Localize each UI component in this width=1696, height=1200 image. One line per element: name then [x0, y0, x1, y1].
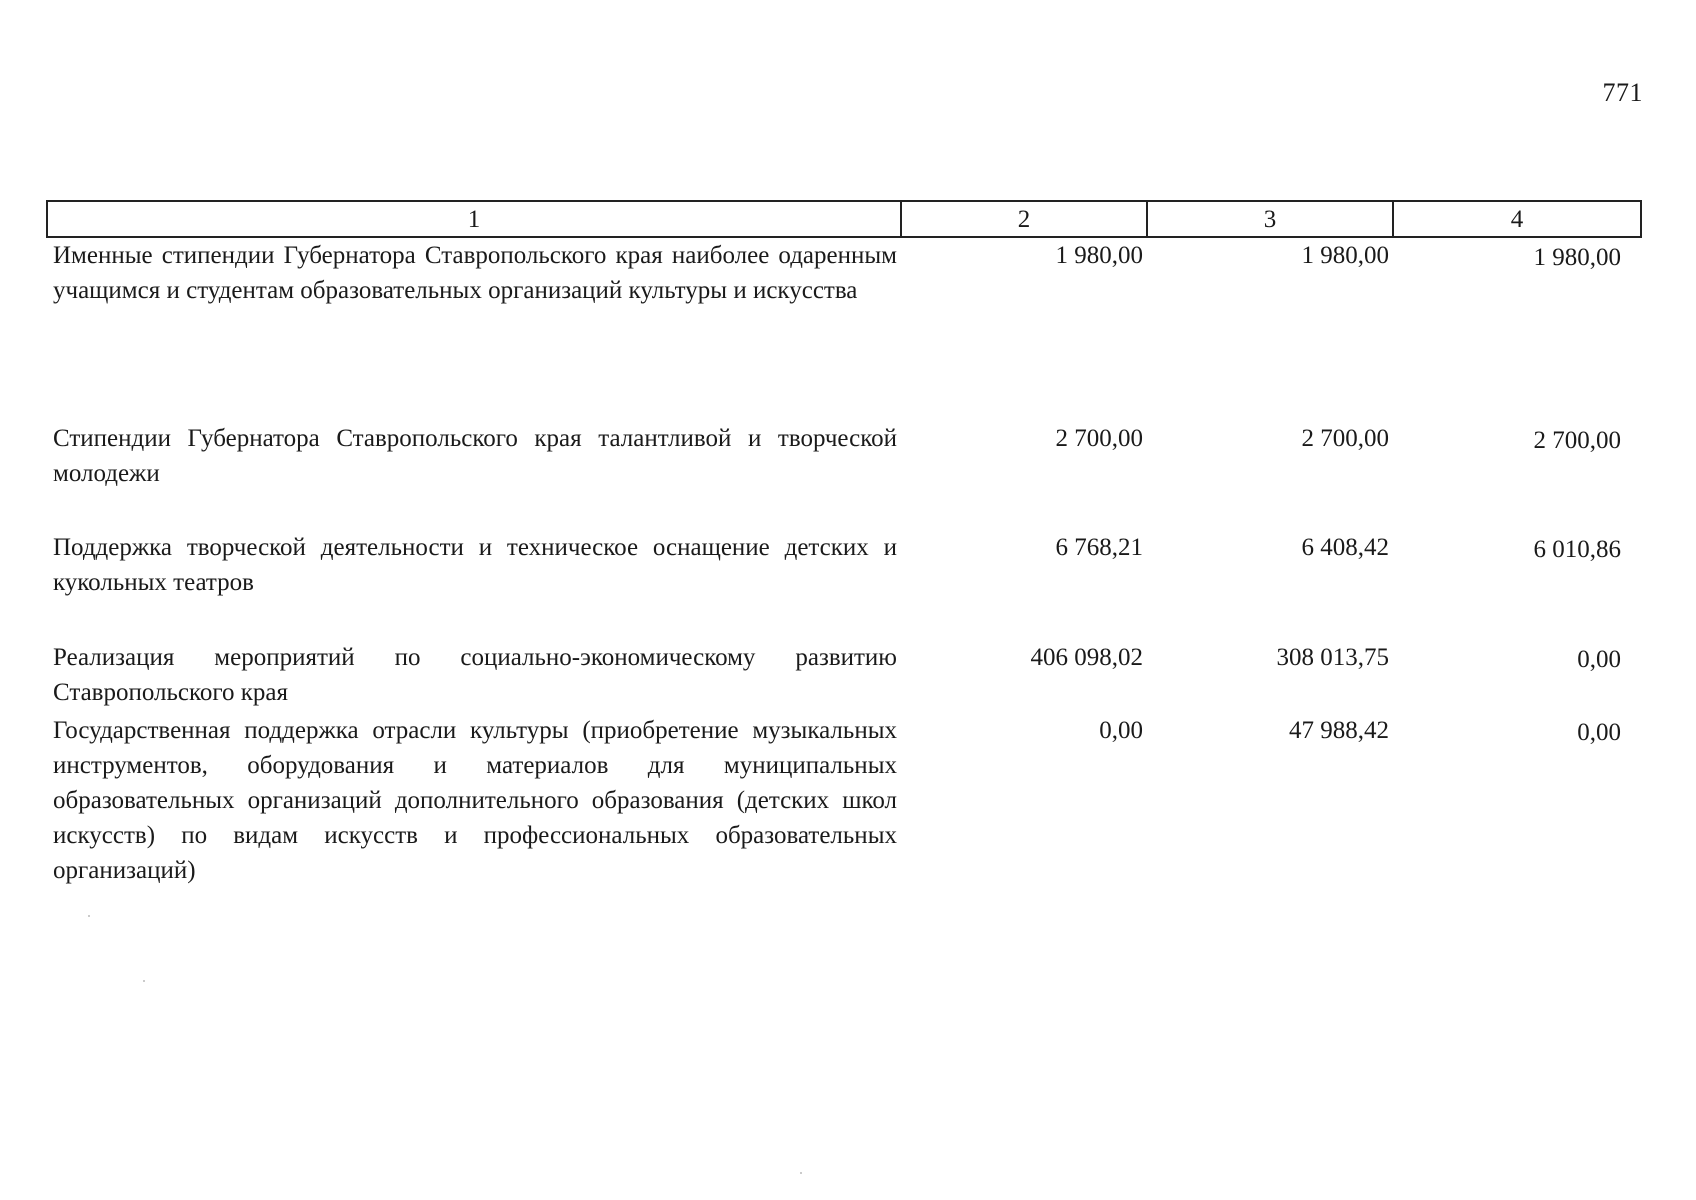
row-value-col3 — [1147, 421, 1393, 530]
table-row — [47, 640, 1641, 713]
value: 1 980,00 — [1055, 242, 1143, 269]
value: 6 010,86 — [1533, 536, 1621, 563]
page-number: 771 — [1602, 78, 1643, 107]
row-value-col4 — [1393, 713, 1641, 889]
row-value-col2 — [901, 237, 1147, 421]
value: 1 980,00 — [1301, 242, 1389, 269]
scan-speck — [88, 915, 90, 917]
row-description: Именные стипендии Губернатора Ставропольского края наиболее одаренным учащимся и студентам образовательных организаций культуры и искусства — [53, 242, 897, 304]
row-value-col2 — [901, 421, 1147, 530]
row-value-col4 — [1393, 530, 1641, 640]
row-value-col4 — [1393, 421, 1641, 530]
value: 1 980,00 — [1533, 244, 1621, 271]
value: 2 700,00 — [1301, 425, 1389, 452]
row-description: Поддержка творческой деятельности и техническое оснащение детских и кукольных театров — [53, 534, 897, 596]
row-value-col4 — [1393, 237, 1641, 421]
row-description: Государственная поддержка отрасли культуры (приобретение музыкальных инструментов, оборудования и материалов для муниципальных образовательных организаций дополнительного образования (детских школ искусств) по видам искусств и профессиональных образовательных организаций) — [53, 717, 897, 884]
row-value-col3 — [1147, 237, 1393, 421]
value: 0,00 — [1577, 646, 1621, 673]
row-value-col2 — [901, 640, 1147, 713]
row-description: Стипендии Губернатора Ставропольского края талантливой и творческой молодежи — [53, 425, 897, 487]
row-value-col3 — [1147, 640, 1393, 713]
row-value-col2 — [901, 713, 1147, 889]
header-col-2: 2 — [901, 201, 1147, 237]
row-value-col3 — [1147, 713, 1393, 889]
table-body — [47, 237, 1641, 889]
header-col-3: 3 — [1147, 201, 1393, 237]
table-row — [47, 421, 1641, 530]
row-value-col3 — [1147, 530, 1393, 640]
value: 47 988,42 — [1289, 717, 1389, 744]
value: 6 408,42 — [1301, 534, 1389, 561]
value: 308 013,75 — [1276, 644, 1389, 671]
table-header — [47, 201, 1641, 237]
header-col-4: 4 — [1393, 201, 1641, 237]
value: 2 700,00 — [1055, 425, 1143, 452]
budget-table — [46, 200, 1642, 889]
row-value-col4 — [1393, 640, 1641, 713]
value: 0,00 — [1099, 717, 1143, 744]
row-value-col2 — [901, 530, 1147, 640]
value: 406 098,02 — [1030, 644, 1143, 671]
table-row — [47, 530, 1641, 640]
row-description: Реализация мероприятий по социально-экономическому развитию Ставропольского края — [53, 644, 897, 706]
value: 2 700,00 — [1533, 427, 1621, 454]
table-row — [47, 713, 1641, 889]
budget-table-container — [46, 200, 1640, 889]
header-row — [47, 201, 1641, 237]
value: 0,00 — [1577, 719, 1621, 746]
table-row — [47, 237, 1641, 421]
scan-speck — [143, 980, 145, 982]
header-col-1: 1 — [47, 201, 901, 237]
value: 6 768,21 — [1055, 534, 1143, 561]
scan-speck — [800, 1172, 802, 1174]
